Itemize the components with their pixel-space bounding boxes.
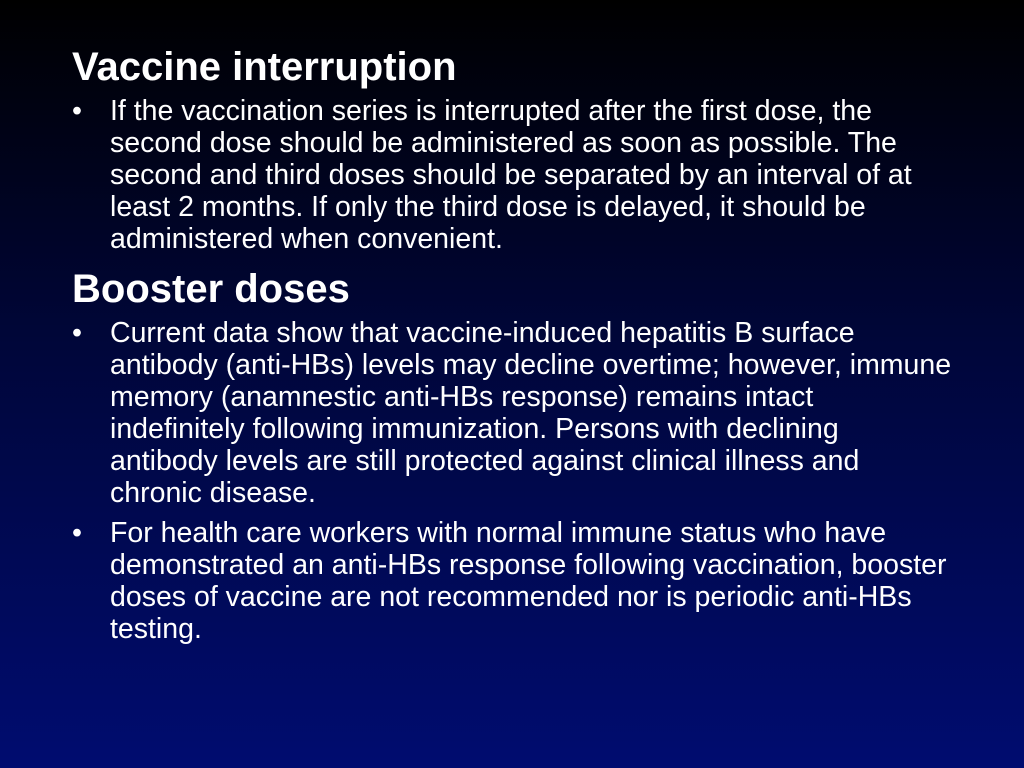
bullet-item	[72, 95, 954, 255]
bullet-list-vaccine-interruption	[72, 95, 954, 255]
bullet-list-booster-doses	[72, 317, 954, 645]
bullet-item	[72, 317, 954, 509]
heading-vaccine-interruption: Vaccine interruption	[72, 45, 457, 89]
bullet-dot: •	[72, 517, 82, 549]
bullet-text: If the vaccination series is interrupted after the first dose, the second dose should be administered as soon as possible. The second and third doses should be separated by an interval of at least 2 months. If only the third dose is delayed, it should be administered when convenient.	[110, 95, 912, 255]
bullet-dot: •	[72, 317, 82, 349]
bullet-dot: •	[72, 95, 82, 127]
bullet-text: For health care workers with normal immune status who have demonstrated an anti-HBs response following vaccination, booster doses of vaccine are not recommended nor is periodic anti-HBs testing.	[110, 517, 947, 645]
bullet-item	[72, 517, 954, 645]
heading-booster-doses: Booster doses	[72, 267, 350, 311]
bullet-text: Current data show that vaccine-induced hepatitis B surface antibody (anti-HBs) levels may decline overtime; however, immune memory (anamnestic anti-HBs response) remains intact indefinitely following immunization. Persons with declining antibody levels are still protected against clinical illness and chronic disease.	[110, 317, 952, 509]
